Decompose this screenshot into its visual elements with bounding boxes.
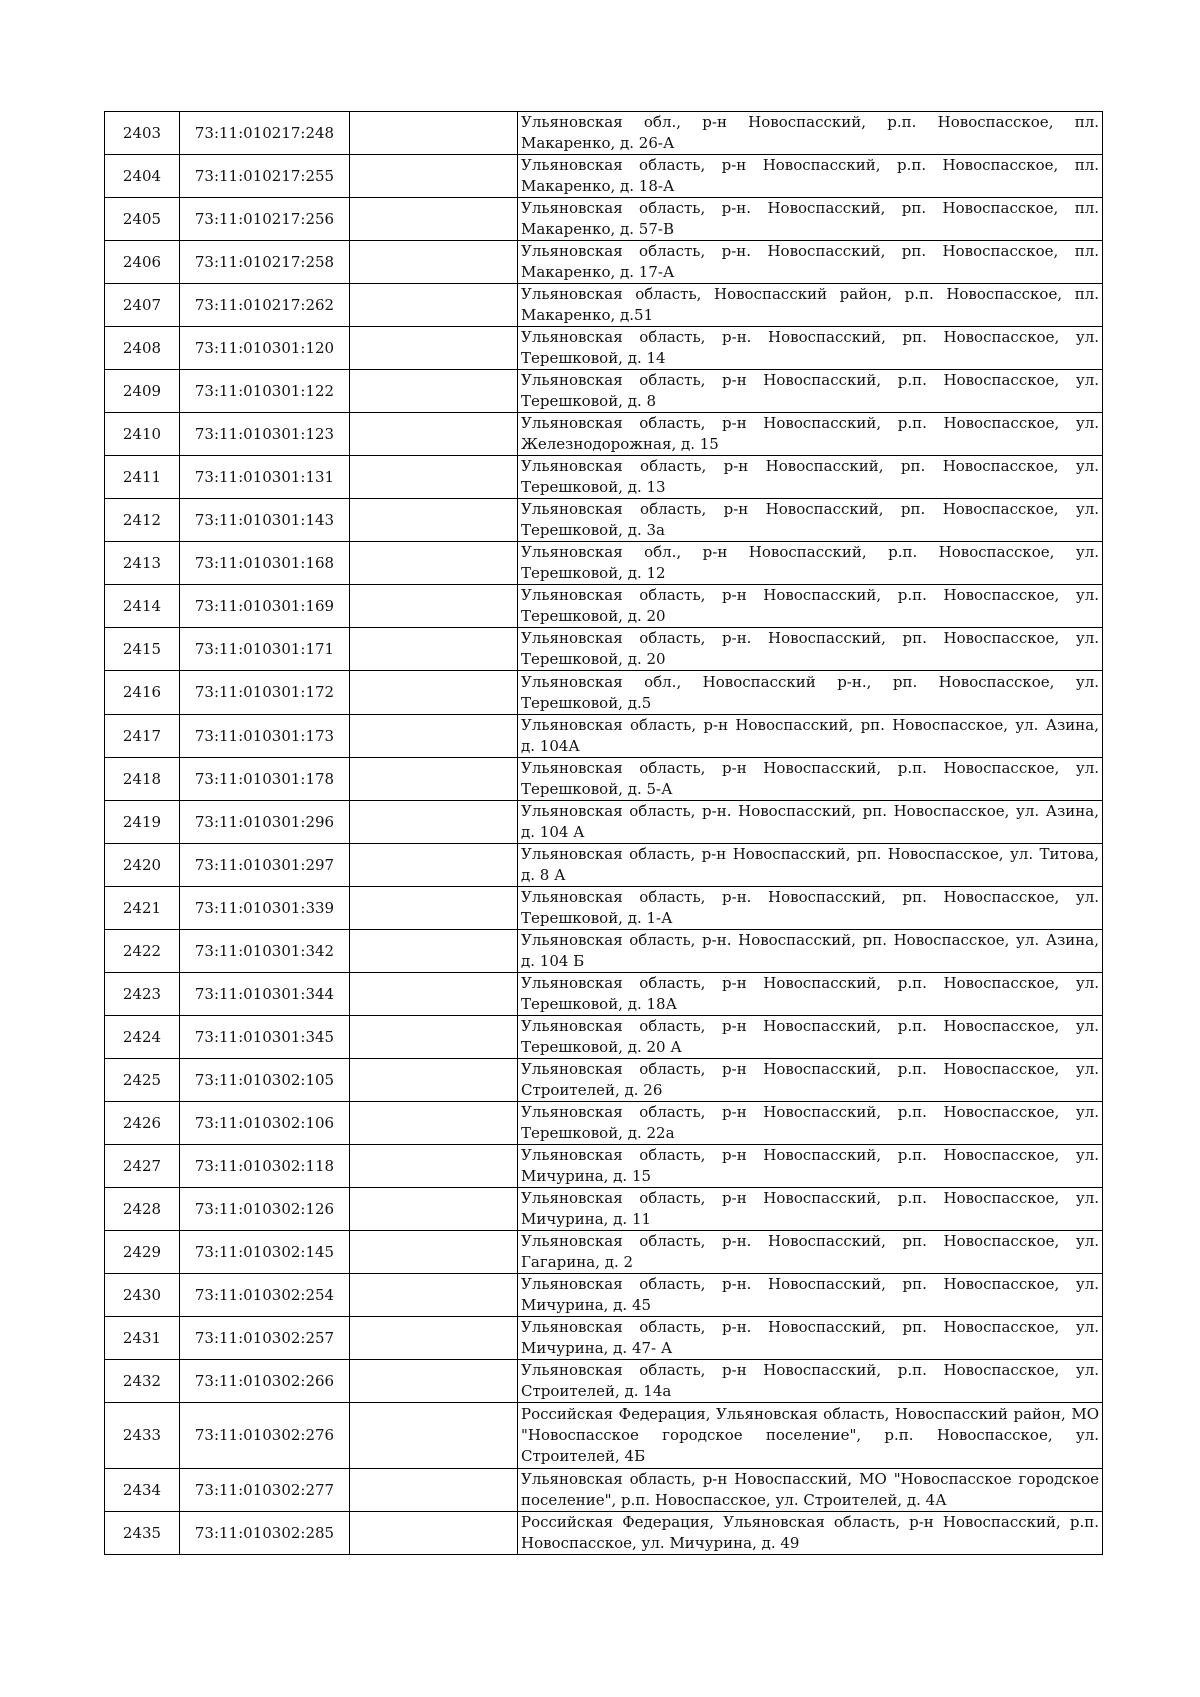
row-number: 2403 bbox=[105, 112, 180, 155]
address-cell: Ульяновская область, р-н Новоспасский, р.п. Новоспасское, ул. Терешковой, д. 8 bbox=[518, 370, 1103, 413]
row-number: 2414 bbox=[105, 585, 180, 628]
cadastral-number: 73:11:010302:118 bbox=[180, 1145, 350, 1188]
cadastral-number: 73:11:010302:105 bbox=[180, 1059, 350, 1102]
cadastral-number: 73:11:010301:342 bbox=[180, 930, 350, 973]
row-number: 2410 bbox=[105, 413, 180, 456]
row-number: 2430 bbox=[105, 1274, 180, 1317]
row-number: 2424 bbox=[105, 1016, 180, 1059]
table-row bbox=[105, 628, 1103, 671]
note-cell bbox=[350, 413, 518, 456]
note-cell bbox=[350, 284, 518, 327]
table-row bbox=[105, 1231, 1103, 1274]
table-row bbox=[105, 671, 1103, 715]
address-cell: Ульяновская область, р-н Новоспасский, р.п. Новоспасское, ул. Строителей, д. 26 bbox=[518, 1059, 1103, 1102]
note-cell bbox=[350, 758, 518, 801]
table-row bbox=[105, 284, 1103, 327]
table-row bbox=[105, 198, 1103, 241]
table-row bbox=[105, 1145, 1103, 1188]
note-cell bbox=[350, 1188, 518, 1231]
table-row bbox=[105, 1274, 1103, 1317]
cadastral-number: 73:11:010301:123 bbox=[180, 413, 350, 456]
note-cell bbox=[350, 198, 518, 241]
row-number: 2421 bbox=[105, 887, 180, 930]
address-cell: Ульяновская область, р-н Новоспасский, р.п. Новоспасское, ул. Терешковой, д. 22а bbox=[518, 1102, 1103, 1145]
row-number: 2432 bbox=[105, 1360, 180, 1403]
note-cell bbox=[350, 327, 518, 370]
address-cell: Ульяновская область, р-н Новоспасский, р.п. Новоспасское, ул. Железнодорожная, д. 15 bbox=[518, 413, 1103, 456]
note-cell bbox=[350, 930, 518, 973]
row-number: 2426 bbox=[105, 1102, 180, 1145]
note-cell bbox=[350, 1102, 518, 1145]
address-cell: Ульяновская область, Новоспасский район, р.п. Новоспасское, пл. Макаренко, д.51 bbox=[518, 284, 1103, 327]
cadastral-number: 73:11:010302:257 bbox=[180, 1317, 350, 1360]
cadastral-number: 73:11:010302:126 bbox=[180, 1188, 350, 1231]
cadastral-number: 73:11:010301:122 bbox=[180, 370, 350, 413]
cadastral-number: 73:11:010301:345 bbox=[180, 1016, 350, 1059]
address-cell: Ульяновская область, р-н. Новоспасский, рп. Новоспасское, ул. Гагарина, д. 2 bbox=[518, 1231, 1103, 1274]
table-row bbox=[105, 1102, 1103, 1145]
table-row bbox=[105, 499, 1103, 542]
table-row bbox=[105, 1403, 1103, 1469]
table-row bbox=[105, 887, 1103, 930]
row-number: 2417 bbox=[105, 715, 180, 758]
address-cell: Ульяновская область, р-н Новоспасский, рп. Новоспасское, ул. Титова, д. 8 А bbox=[518, 844, 1103, 887]
table-row bbox=[105, 413, 1103, 456]
address-cell: Ульяновская область, р-н. Новоспасский, рп. Новоспасское, ул. Терешковой, д. 20 bbox=[518, 628, 1103, 671]
note-cell bbox=[350, 1317, 518, 1360]
cadastral-number: 73:11:010301:168 bbox=[180, 542, 350, 585]
note-cell bbox=[350, 1145, 518, 1188]
table-row bbox=[105, 973, 1103, 1016]
row-number: 2416 bbox=[105, 671, 180, 715]
cadastral-number: 73:11:010302:277 bbox=[180, 1469, 350, 1512]
address-cell: Ульяновская область, р-н Новоспасский, р.п. Новоспасское, ул. Терешковой, д. 20 А bbox=[518, 1016, 1103, 1059]
address-cell: Российская Федерация, Ульяновская область, Новоспасский район, МО "Новоспасское городское поселение", р.п. Новоспасское, ул. Строителей, 4Б bbox=[518, 1403, 1103, 1469]
address-cell: Ульяновская область, р-н. Новоспасский, рп. Новоспасское, пл. Макаренко, д. 57-В bbox=[518, 198, 1103, 241]
address-cell: Ульяновская область, р-н Новоспасский, рп. Новоспасское, ул. Азина, д. 104А bbox=[518, 715, 1103, 758]
row-number: 2434 bbox=[105, 1469, 180, 1512]
address-cell: Ульяновская область, р-н. Новоспасский, рп. Новоспасское, ул. Азина, д. 104 Б bbox=[518, 930, 1103, 973]
note-cell bbox=[350, 1059, 518, 1102]
note-cell bbox=[350, 1469, 518, 1512]
address-cell: Ульяновская область, р-н Новоспасский, р.п. Новоспасское, ул. Терешковой, д. 5-А bbox=[518, 758, 1103, 801]
cadastral-number: 73:11:010217:256 bbox=[180, 198, 350, 241]
row-number: 2433 bbox=[105, 1403, 180, 1469]
note-cell bbox=[350, 801, 518, 844]
registry-body bbox=[105, 112, 1103, 1555]
row-number: 2429 bbox=[105, 1231, 180, 1274]
row-number: 2411 bbox=[105, 456, 180, 499]
table-row bbox=[105, 155, 1103, 198]
cadastral-number: 73:11:010301:120 bbox=[180, 327, 350, 370]
note-cell bbox=[350, 628, 518, 671]
row-number: 2404 bbox=[105, 155, 180, 198]
row-number: 2412 bbox=[105, 499, 180, 542]
note-cell bbox=[350, 542, 518, 585]
row-number: 2435 bbox=[105, 1512, 180, 1555]
note-cell bbox=[350, 370, 518, 413]
address-cell: Ульяновская область, р-н Новоспасский, р.п. Новоспасское, пл. Макаренко, д. 18-А bbox=[518, 155, 1103, 198]
table-row bbox=[105, 1016, 1103, 1059]
row-number: 2409 bbox=[105, 370, 180, 413]
row-number: 2423 bbox=[105, 973, 180, 1016]
note-cell bbox=[350, 1231, 518, 1274]
address-cell: Ульяновская область, р-н. Новоспасский, рп. Новоспасское, пл. Макаренко, д. 17-А bbox=[518, 241, 1103, 284]
row-number: 2431 bbox=[105, 1317, 180, 1360]
table-row bbox=[105, 327, 1103, 370]
note-cell bbox=[350, 1403, 518, 1469]
table-row bbox=[105, 370, 1103, 413]
cadastral-number: 73:11:010302:285 bbox=[180, 1512, 350, 1555]
row-number: 2418 bbox=[105, 758, 180, 801]
row-number: 2420 bbox=[105, 844, 180, 887]
table-row bbox=[105, 1360, 1103, 1403]
table-row bbox=[105, 542, 1103, 585]
table-row bbox=[105, 456, 1103, 499]
table-row bbox=[105, 1059, 1103, 1102]
cadastral-number: 73:11:010302:145 bbox=[180, 1231, 350, 1274]
address-cell: Ульяновская область, р-н Новоспасский, р.п. Новоспасское, ул. Мичурина, д. 15 bbox=[518, 1145, 1103, 1188]
note-cell bbox=[350, 1016, 518, 1059]
table-row bbox=[105, 758, 1103, 801]
cadastral-number: 73:11:010302:254 bbox=[180, 1274, 350, 1317]
cadastral-number: 73:11:010301:339 bbox=[180, 887, 350, 930]
cadastral-number: 73:11:010217:248 bbox=[180, 112, 350, 155]
cadastral-number: 73:11:010217:255 bbox=[180, 155, 350, 198]
note-cell bbox=[350, 671, 518, 715]
cadastral-number: 73:11:010301:344 bbox=[180, 973, 350, 1016]
cadastral-number: 73:11:010301:172 bbox=[180, 671, 350, 715]
cadastral-number: 73:11:010301:171 bbox=[180, 628, 350, 671]
note-cell bbox=[350, 1274, 518, 1317]
cadastral-number: 73:11:010302:266 bbox=[180, 1360, 350, 1403]
note-cell bbox=[350, 241, 518, 284]
address-cell: Ульяновская область, р-н Новоспасский, р.п. Новоспасское, ул. Терешковой, д. 18А bbox=[518, 973, 1103, 1016]
row-number: 2407 bbox=[105, 284, 180, 327]
row-number: 2415 bbox=[105, 628, 180, 671]
address-cell: Ульяновская обл., Новоспасский р-н., рп. Новоспасское, ул. Терешковой, д.5 bbox=[518, 671, 1103, 715]
note-cell bbox=[350, 844, 518, 887]
address-cell: Ульяновская область, р-н Новоспасский, р.п. Новоспасское, ул. Терешковой, д. 20 bbox=[518, 585, 1103, 628]
address-cell: Ульяновская область, р-н Новоспасский, рп. Новоспасское, ул. Терешковой, д. 13 bbox=[518, 456, 1103, 499]
cadastral-number: 73:11:010217:262 bbox=[180, 284, 350, 327]
table-row bbox=[105, 1188, 1103, 1231]
table-row bbox=[105, 241, 1103, 284]
table-row bbox=[105, 112, 1103, 155]
address-cell: Ульяновская область, р-н. Новоспасский, рп. Новоспасское, ул. Азина, д. 104 А bbox=[518, 801, 1103, 844]
table-row bbox=[105, 1469, 1103, 1512]
table-row bbox=[105, 715, 1103, 758]
address-cell: Ульяновская область, р-н. Новоспасский, рп. Новоспасское, ул. Мичурина, д. 45 bbox=[518, 1274, 1103, 1317]
row-number: 2413 bbox=[105, 542, 180, 585]
row-number: 2408 bbox=[105, 327, 180, 370]
note-cell bbox=[350, 973, 518, 1016]
note-cell bbox=[350, 499, 518, 542]
note-cell bbox=[350, 112, 518, 155]
note-cell bbox=[350, 715, 518, 758]
address-cell: Ульяновская обл., р-н Новоспасский, р.п. Новоспасское, ул. Терешковой, д. 12 bbox=[518, 542, 1103, 585]
cadastral-number: 73:11:010301:173 bbox=[180, 715, 350, 758]
address-cell: Ульяновская область, р-н. Новоспасский, рп. Новоспасское, ул. Терешковой, д. 14 bbox=[518, 327, 1103, 370]
address-cell: Ульяновская область, р-н Новоспасский, МО "Новоспасское городское поселение", р.п. Новоспасское, ул. Строителей, д. 4А bbox=[518, 1469, 1103, 1512]
note-cell bbox=[350, 155, 518, 198]
property-registry-table bbox=[104, 111, 1103, 1555]
row-number: 2425 bbox=[105, 1059, 180, 1102]
table-row bbox=[105, 930, 1103, 973]
row-number: 2428 bbox=[105, 1188, 180, 1231]
address-cell: Ульяновская область, р-н Новоспасский, рп. Новоспасское, ул. Терешковой, д. 3а bbox=[518, 499, 1103, 542]
address-cell: Ульяновская обл., р-н Новоспасский, р.п. Новоспасское, пл. Макаренко, д. 26-А bbox=[518, 112, 1103, 155]
note-cell bbox=[350, 887, 518, 930]
note-cell bbox=[350, 1512, 518, 1555]
address-cell: Ульяновская область, р-н Новоспасский, р.п. Новоспасское, ул. Мичурина, д. 11 bbox=[518, 1188, 1103, 1231]
row-number: 2406 bbox=[105, 241, 180, 284]
note-cell bbox=[350, 585, 518, 628]
table-row bbox=[105, 1317, 1103, 1360]
row-number: 2422 bbox=[105, 930, 180, 973]
table-row bbox=[105, 801, 1103, 844]
cadastral-number: 73:11:010302:106 bbox=[180, 1102, 350, 1145]
row-number: 2405 bbox=[105, 198, 180, 241]
cadastral-number: 73:11:010301:169 bbox=[180, 585, 350, 628]
cadastral-number: 73:11:010301:143 bbox=[180, 499, 350, 542]
row-number: 2427 bbox=[105, 1145, 180, 1188]
address-cell: Ульяновская область, р-н. Новоспасский, рп. Новоспасское, ул. Терешковой, д. 1-А bbox=[518, 887, 1103, 930]
cadastral-number: 73:11:010301:178 bbox=[180, 758, 350, 801]
address-cell: Ульяновская область, р-н. Новоспасский, рп. Новоспасское, ул. Мичурина, д. 47- А bbox=[518, 1317, 1103, 1360]
cadastral-number: 73:11:010301:296 bbox=[180, 801, 350, 844]
cadastral-number: 73:11:010301:131 bbox=[180, 456, 350, 499]
cadastral-number: 73:11:010301:297 bbox=[180, 844, 350, 887]
note-cell bbox=[350, 1360, 518, 1403]
table-row bbox=[105, 1512, 1103, 1555]
cadastral-number: 73:11:010217:258 bbox=[180, 241, 350, 284]
cadastral-number: 73:11:010302:276 bbox=[180, 1403, 350, 1469]
table-row bbox=[105, 844, 1103, 887]
table-row bbox=[105, 585, 1103, 628]
row-number: 2419 bbox=[105, 801, 180, 844]
address-cell: Ульяновская область, р-н Новоспасский, р.п. Новоспасское, ул. Строителей, д. 14а bbox=[518, 1360, 1103, 1403]
address-cell: Российская Федерация, Ульяновская область, р-н Новоспасский, р.п. Новоспасское, ул. Мичурина, д. 49 bbox=[518, 1512, 1103, 1555]
note-cell bbox=[350, 456, 518, 499]
